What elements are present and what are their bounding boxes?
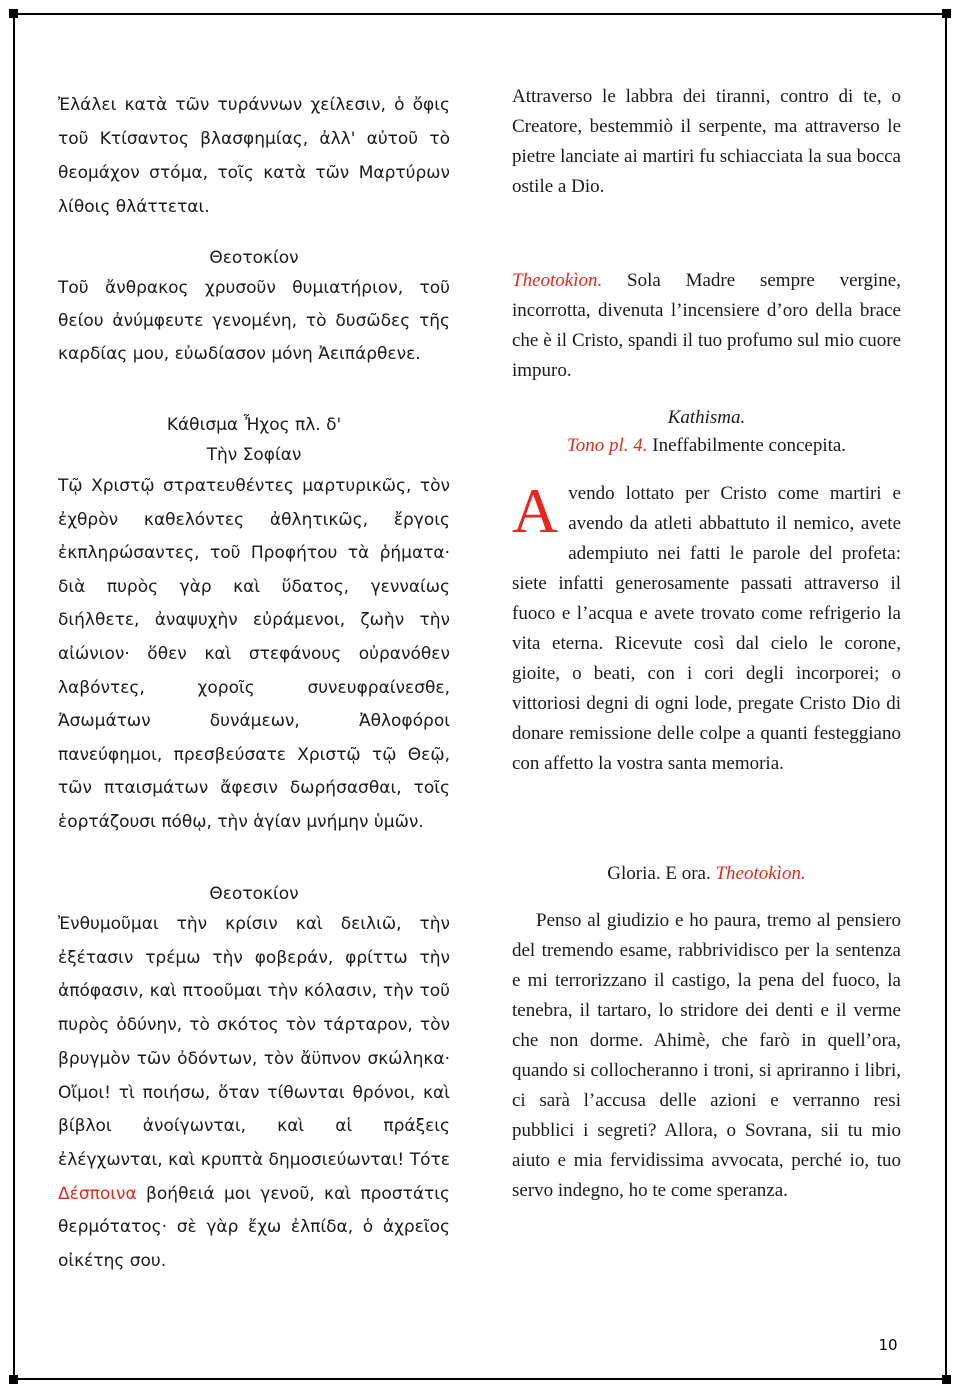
page-number: 10 bbox=[878, 1336, 898, 1354]
greek-theotokion-1-text: Τοῦ ἄνθρακος χρυσοῦν θυμιατήριον, τοῦ θείου ἀνύμφευτε γενομένη, τὸ δυσῶδες τῆς καρδίας μου, εὐωδίασον μόνη Ἀειπάρθενε. bbox=[58, 278, 450, 364]
italian-tone-line: Tono pl. 4. Ineffabilmente concepita. bbox=[566, 435, 847, 456]
greek-despoina-word: Δέσποινα bbox=[58, 1183, 137, 1204]
italian-theotokion-1-label: Theotokìon. bbox=[512, 270, 603, 291]
corner-mark-bottom-right bbox=[942, 1375, 951, 1384]
greek-theotokion-2-title: Θεοτοκίον bbox=[209, 884, 299, 904]
greek-kathisma-subtitle: Τὴν Σοφίαν bbox=[206, 445, 302, 465]
corner-mark-bottom-left bbox=[9, 1375, 18, 1384]
italian-kathisma-text: Avendo lottato per Cristo come martiri e avendo da atleti abbattuto il nemico, avete adempiuto nei fatti le parole del profeta: siete infatti generosamente passati attraverso il fuoco e l’acqua e avete trovato come refrigerio la vita eterna. Ricevute così dal cielo le corone, gioite, o beati, con i cori degli incorporei; o vittoriosi degni di ogni lode, pregate Cristo Dio di donare remissione delle colpe a quanti festeggiano con affetto la vostra santa memoria. bbox=[512, 475, 901, 774]
dropcap-letter: A bbox=[512, 475, 559, 546]
greek-theotokion-1 bbox=[58, 244, 450, 371]
greek-kathisma-title: Κάθισμα Ἦχος πλ. δ' bbox=[166, 415, 342, 435]
italian-kathisma bbox=[512, 404, 901, 779]
greek-theotokion-2-text: Ἐνθυμοῦμαι τὴν κρίσιν καὶ δειλιῶ, τὴν ἐξέτασιν τρέμω τὴν φοβεράν, φρίττω τὴν ἀπόφασιν, καὶ πτοοῦμαι τὴν κόλασιν, τὴν τοῦ πυρὸς ὀδύνην, τὸ σκότος τὸν τάρταρον, τὸν βρυγμὸν τῶν ὀδόντων, τὸν ἄϋπνον σκώληκα· Οἴμοι! τὶ ποιήσω, ὅταν τίθωνται θρόνοι, καὶ βίβλοι ἀνοίγωνται, καὶ αἱ πράξεις ἐλέγχωνται, καὶ κρυπτὰ δημοσιεύωνται! Τότε Δέσποινα βοήθειά μοι γενοῦ, καὶ προστάτις θερμότατος· σὲ γὰρ ἔχω ἐλπίδα, ὁ ἀχρεῖος οἰκέτης σου. bbox=[58, 914, 450, 1272]
italian-theotokion-2-text: Penso al giudizio e ho paura, tremo al pensiero del tremendo esame, rabbrividisco per la sentenza e mi terrorizzano il castigo, la pena del fuoco, la tenebra, il tartaro, lo stridore dei denti e il verme che non dorme. Ahimè, che farò in quell’ora, quando si collocheranno i troni, si apriranno i libri, ci sarà l’accusa delle azioni e verranno resi pubblici i segreti? Allora, o Sovrana, sii tu mio aiuto e mia fervidissima avvocata, perché io, tuo servo indegno, ho te come speranza. bbox=[512, 910, 901, 1201]
italian-gloria-theotokion: Theotokìon. bbox=[715, 863, 806, 884]
italian-kathisma-title: Kathisma. bbox=[667, 407, 746, 428]
greek-theotokion-2 bbox=[58, 880, 450, 1279]
corner-mark-top-left bbox=[9, 9, 18, 18]
italian-verse: Attraverso le labbra dei tiranni, contro di te, o Creatore, bestemmiò il serpente, ma attraverso le pietre lanciate ai martiri fu schiacciata la sua bocca ostile a Dio. bbox=[512, 86, 901, 197]
greek-verse: Ἐλάλει κατὰ τῶν τυράννων χείλεσιν, ὁ ὄφις τοῦ Κτίσαντος βλασφημίας, ἀλλ' αὐτοῦ τὸ θεομάχον στόμα, τοῖς κατὰ τῶν Μαρτύρων λίθοις θλάττεται. bbox=[58, 95, 450, 217]
greek-theotokion-1-title: Θεοτοκίον bbox=[209, 248, 299, 268]
corner-mark-top-right bbox=[942, 9, 951, 18]
italian-theotokion-1 bbox=[512, 266, 901, 386]
italian-theotokion-1-text: Theotokìon. Sola Madre sempre vergine, incorrotta, divenuta l’incensiere d’oro della brace che è il Cristo, spandi il tuo profumo sul mio cuore impuro. bbox=[512, 270, 901, 381]
italian-theotokion-2 bbox=[512, 906, 901, 1206]
greek-kathisma-text: Τῷ Χριστῷ στρατευθέντες μαρτυρικῶς, τὸν ἐχθρὸν καθελόντες ἀθλητικῶς, ἔργοις ἐκπληρώσαντες, τοῦ Προφήτου τὰ ῥήματα· διὰ πυρὸς γὰρ καὶ ὕδατος, γενναίως διήλθετε, ἀναψυχὴν εὐράμενοι, ζωὴν τὴν αἰώνιον· ὅθεν καὶ στεφάνους οὐρανόθεν λαβόντες, χοροῖς συνευφραίνεσθε, Ἀσωμάτων δυνάμεων, Ἀθλοφόροι πανεύφημοι, πρεσβεύσατε Χριστῷ τῷ Θεῷ, τῶν πταισμάτων ἄφεσιν δωρήσασθαι, τοῖς ἑορτάζουσι πόθῳ, τὴν ἁγίαν μνήμην ὑμῶν. bbox=[58, 476, 450, 832]
italian-gloria-line: Gloria. E ora. Theotokìon. bbox=[607, 863, 806, 884]
italian-tone-label: Tono pl. 4. bbox=[566, 435, 648, 456]
greek-kathisma bbox=[58, 410, 450, 840]
